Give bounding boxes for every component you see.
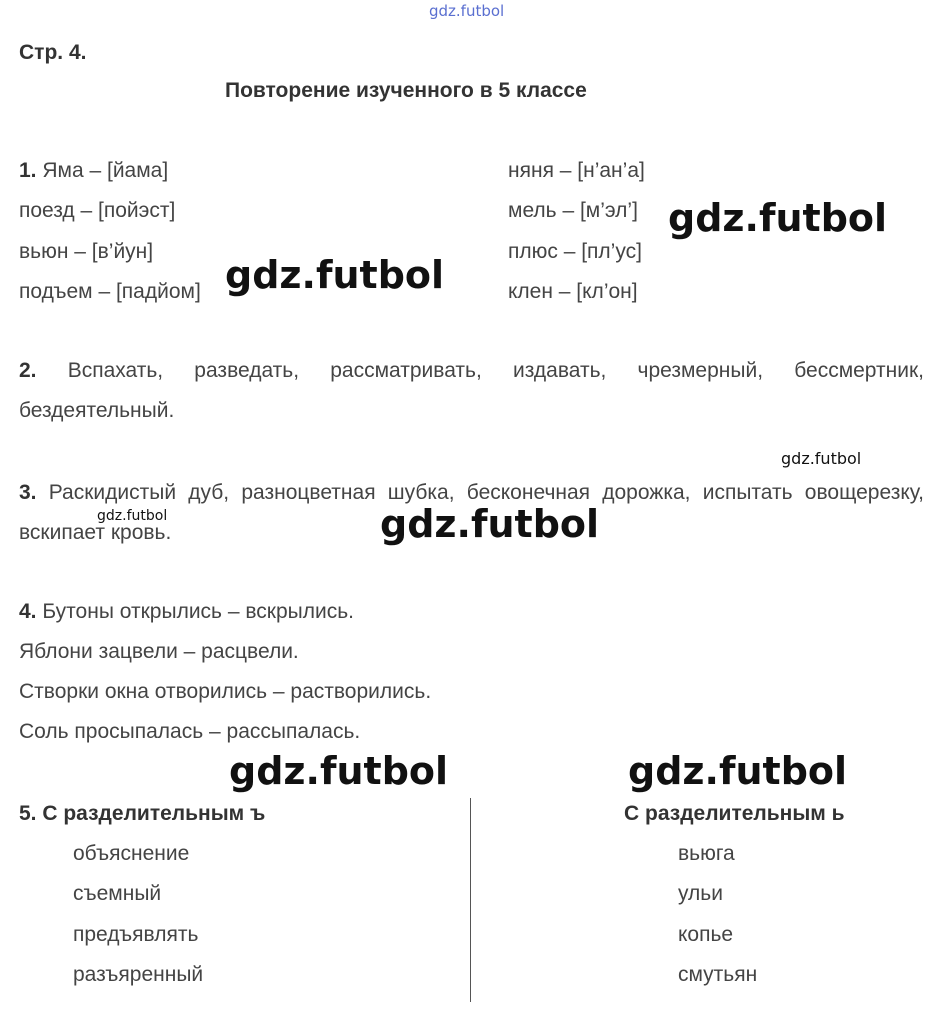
task-4-line [19, 599, 354, 625]
transcription-item: Яма – [йама] [42, 159, 169, 182]
task-5-left-header [19, 801, 265, 827]
task-number: 4. [19, 600, 37, 623]
task-2-text: Вспахать, разведать, рассматривать, издавать, чрезмерный, бессмертник, бездеятельный. [19, 359, 924, 422]
watermark: gdz.futbol [380, 502, 600, 546]
watermark: gdz.futbol [668, 196, 888, 240]
word-item: съемный [73, 882, 162, 905]
sentence: Створки окна отворились – растворились. [19, 680, 432, 703]
transcription-item: клен – [кл’он] [508, 280, 638, 303]
word-item: копье [678, 923, 734, 946]
task-number: 3. [19, 481, 37, 504]
top-watermark: gdz.futbol [429, 2, 505, 20]
word-item: ульи [678, 882, 723, 905]
watermark: gdz.futbol [628, 749, 848, 793]
transcription-item: вьюн – [в’йун] [19, 240, 154, 263]
column-divider [470, 798, 471, 1002]
sentence: Яблони зацвели – расцвели. [19, 640, 299, 663]
sentence: Бутоны открылись – вскрылись. [42, 600, 354, 623]
transcription-item: подъем – [падйом] [19, 280, 201, 303]
transcription-item: мель – [м’эл’] [508, 199, 638, 222]
column-header: С разделительным ь [624, 802, 845, 825]
word-item: вьюга [678, 842, 735, 865]
page-label: Стр. 4. [19, 41, 87, 64]
sentence: Соль просыпалась – рассыпалась. [19, 720, 361, 743]
column-header: С разделительным ъ [42, 802, 266, 825]
transcription-item: поезд – [пойэст] [19, 199, 176, 222]
task-1-left-line-1 [19, 158, 168, 184]
watermark: gdz.futbol [225, 253, 445, 297]
word-item: разъяренный [73, 963, 204, 986]
watermark: gdz.futbol [229, 749, 449, 793]
task-number: 1. [19, 159, 37, 182]
word-item: смутьян [678, 963, 758, 986]
task-2 [19, 351, 924, 431]
task-number: 5. [19, 802, 37, 825]
task-number: 2. [19, 359, 37, 382]
watermark-small: gdz.futbol [781, 449, 862, 468]
transcription-item: плюс – [пл’ус] [508, 240, 642, 263]
watermark-small: gdz.futbol [97, 508, 168, 524]
word-item: объяснение [73, 842, 190, 865]
word-item: предъявлять [73, 923, 199, 946]
transcription-item: няня – [н’ан’а] [508, 159, 645, 182]
page-title: Повторение изученного в 5 классе [225, 79, 587, 102]
task-3-text: Раскидистый дуб, разноцветная шубка, бесконечная дорожка, испытать овощерезку, вскипает кровь. [19, 481, 924, 544]
